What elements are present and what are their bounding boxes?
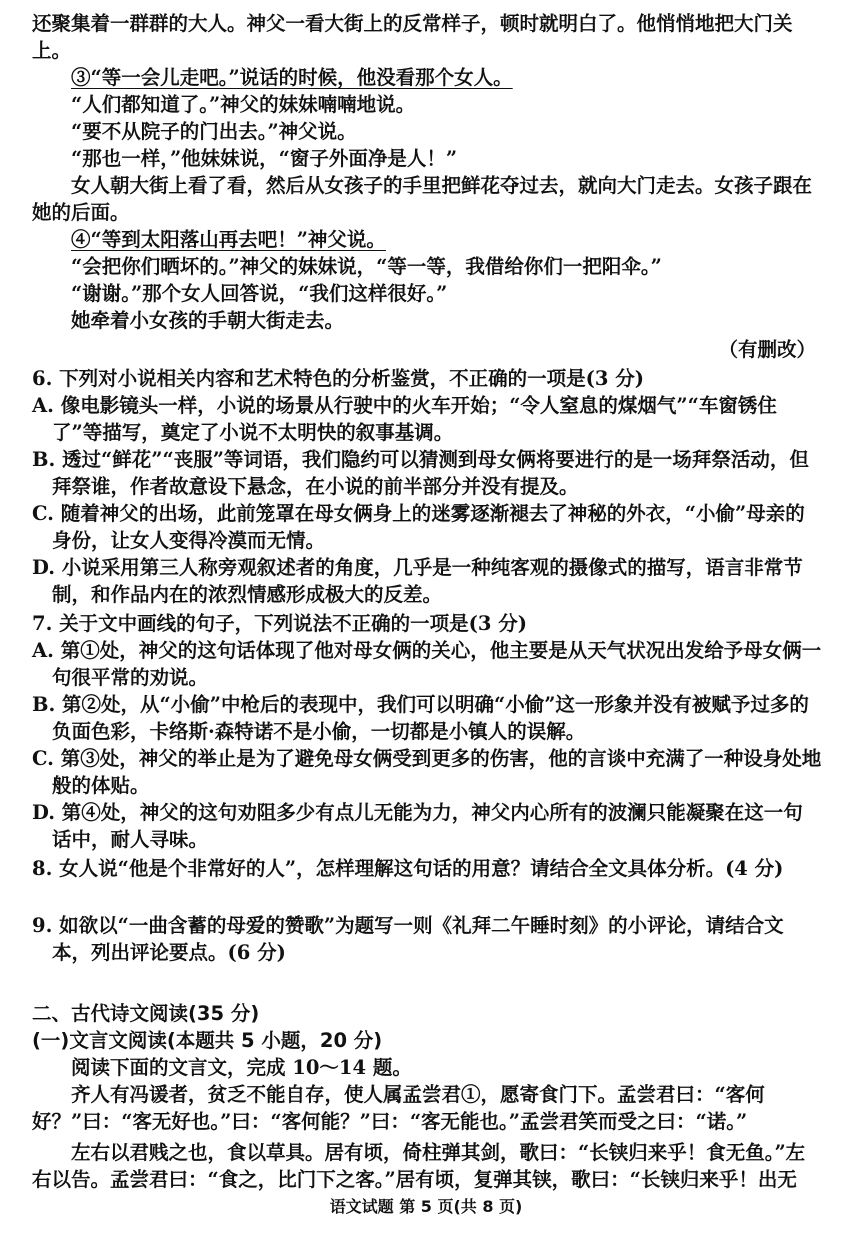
question-9: 9. 如欲以“一曲含蓄的母爱的赞歌”为题写一则《礼拜二午睡时刻》的小评论，请结合文本，列出评论要点。(6 分)	[32, 914, 784, 964]
passage-paragraph: “要不从院子的门出去。”神父说。	[71, 120, 357, 143]
passage-paragraph: “那也一样，”他妹妹说，“窗子外面净是人！”	[71, 147, 458, 170]
passage-paragraph: “会把你们晒坏的。”神父的妹妹说，“等一等，我借给你们一把阳伞。”	[71, 255, 662, 278]
question-7-option-a: A. 第①处，神父的这句话体现了他对母女俩的关心，他主要是从天气状况出发给予母女俩一句很平常的劝说。	[32, 639, 822, 689]
underlined-sentence-4: ④“等到太阳落山再去吧！”神父说。	[71, 228, 386, 251]
question-6-stem: 6. 下列对小说相关内容和艺术特色的分析鉴赏，不正确的一项是(3 分)	[32, 367, 644, 390]
question-7-stem: 7. 关于文中画线的句子，下列说法不正确的一项是(3 分)	[32, 612, 527, 635]
passage-paragraph: 还聚集着一群群的大人。神父一看大街上的反常样子，顿时就明白了。他悄悄地把大门关上。	[32, 12, 793, 62]
classical-text-paragraph: 左右以君贱之也，食以草具。居有顷，倚柱弹其剑，歌曰：“长铗归来乎！食无鱼。”左右以告。孟尝君曰：“食之，比门下之客。”居有顷，复弹其铗，歌曰：“长铗归来乎！出无	[32, 1141, 806, 1191]
abridged-note: （有删改）	[718, 338, 816, 361]
passage-paragraph: “谢谢。”那个女人回答说，“我们这样很好。”	[71, 282, 448, 305]
question-6-option-b: B. 透过“鲜花”“丧服”等词语，我们隐约可以猜测到母女俩将要进行的是一场拜祭活动，但拜祭谁，作者故意设下悬念，在小说的前半部分并没有提及。	[32, 448, 809, 498]
question-7-option-d: D. 第④处，神父的这句劝阻多少有点儿无能为力，神父内心所有的波澜只能凝聚在这一句话中，耐人寻味。	[32, 801, 803, 851]
question-6-option-a: A. 像电影镜头一样，小说的场景从行驶中的火车开始；“令人窒息的煤烟气”“车窗锈住了”等描写，奠定了小说不太明快的叙事基调。	[32, 394, 777, 444]
question-8: 8. 女人说“他是个非常好的人”，怎样理解这句话的用意？请结合全文具体分析。(4 分)	[32, 857, 784, 880]
page-footer: 语文试题 第 5 页(共 8 页)	[329, 1197, 523, 1216]
question-7-option-b: B. 第②处，从“小偷”中枪后的表现中，我们可以明确“小偷”这一形象并没有被赋予过多的负面色彩，卡络斯·森特诺不是小偷，一切都是小镇人的误解。	[32, 693, 809, 743]
reading-instruction: 阅读下面的文言文，完成 10～14 题。	[71, 1056, 412, 1079]
classical-text-paragraph: 齐人有冯谖者，贫乏不能自存，使人属孟尝君①，愿寄食门下。孟尝君曰：“客何好？”曰：“客无好也。”曰：“客何能？”曰：“客无能也。”孟尝君笑而受之曰：“诺。”	[32, 1083, 765, 1133]
passage-paragraph: 女人朝大街上看了看，然后从女孩子的手里把鲜花夺过去，就向大门走去。女孩子跟在她的后面。	[32, 174, 813, 224]
underlined-sentence-3: ③“等一会儿走吧。”说话的时候，他没看那个女人。	[71, 66, 513, 89]
question-6-option-d: D. 小说采用第三人称旁观叙述者的角度，几乎是一种纯客观的摄像式的描写，语言非常节制，和作品内在的浓烈情感形成极大的反差。	[32, 556, 803, 606]
passage-paragraph: 她牵着小女孩的手朝大街走去。	[71, 309, 345, 332]
section-2-subtitle: (一)文言文阅读(本题共 5 小题，20 分)	[32, 1029, 383, 1052]
question-7-option-c: C. 第③处，神父的举止是为了避免母女俩受到更多的伤害，他的言谈中充满了一种设身处地般的体贴。	[32, 747, 822, 797]
question-6-option-c: C. 随着神父的出场，此前笼罩在母女俩身上的迷雾逐渐褪去了神秘的外衣，“小偷”母亲的身份，让女人变得冷漠而无情。	[32, 502, 805, 552]
passage-paragraph: “人们都知道了。”神父的妹妹喃喃地说。	[71, 93, 416, 116]
section-2-title: 二、古代诗文阅读(35 分)	[32, 1002, 260, 1025]
